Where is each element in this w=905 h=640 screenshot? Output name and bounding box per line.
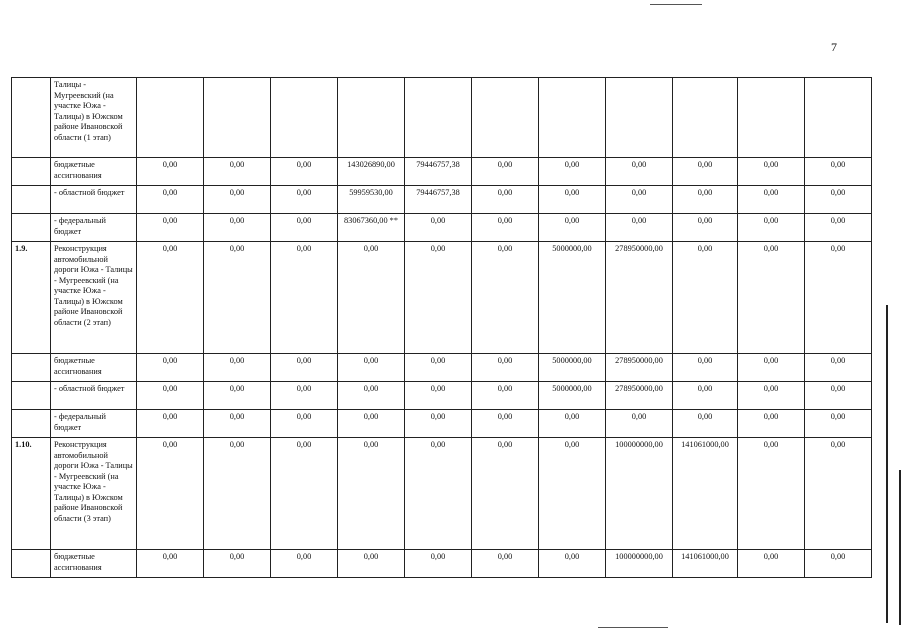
value-cell: 0,00 [204, 186, 271, 214]
value-cell: 0,00 [204, 410, 271, 438]
value-cell: 0,00 [204, 158, 271, 186]
table-body [12, 78, 872, 578]
value-cell [137, 78, 204, 158]
budget-table [11, 77, 872, 578]
row-name: - областной бюджет [51, 382, 137, 410]
row-name: Талицы - Мугреевский (на участке Южа - Талицы) в Южском районе Ивановской области (1 этап) [51, 78, 137, 158]
value-cell: 0,00 [204, 438, 271, 550]
value-cell: 0,00 [137, 550, 204, 578]
value-cell: 0,00 [738, 382, 805, 410]
value-cell: 0,00 [539, 158, 606, 186]
row-name: бюджетные ассигнования [51, 158, 137, 186]
row-name: - федеральный бюджет [51, 214, 137, 242]
value-cell: 0,00 [204, 214, 271, 242]
value-cell: 100000000,00 [606, 550, 673, 578]
value-cell: 0,00 [405, 354, 472, 382]
row-name: Реконструкция автомобильной дороги Южа - Талицы - Мугреевский (на участке Южа - Талицы) в Южском районе Ивановской области (3 этап) [51, 438, 137, 550]
value-cell: 0,00 [805, 242, 872, 354]
value-cell: 278950000,00 [606, 382, 673, 410]
value-cell: 141061000,00 [673, 438, 738, 550]
value-cell: 0,00 [738, 214, 805, 242]
value-cell: 0,00 [405, 382, 472, 410]
value-cell: 0,00 [271, 242, 338, 354]
value-cell: 0,00 [738, 550, 805, 578]
table-row [12, 550, 872, 578]
value-cell: 0,00 [805, 410, 872, 438]
value-cell: 0,00 [472, 354, 539, 382]
margin-bar-2 [899, 470, 901, 625]
value-cell: 5000000,00 [539, 382, 606, 410]
value-cell: 0,00 [606, 214, 673, 242]
table-row [12, 410, 872, 438]
row-index [12, 550, 51, 578]
row-index [12, 78, 51, 158]
value-cell: 59959530,00 [338, 186, 405, 214]
value-cell: 0,00 [137, 438, 204, 550]
value-cell [539, 78, 606, 158]
value-cell: 0,00 [472, 158, 539, 186]
value-cell: 0,00 [805, 354, 872, 382]
value-cell: 100000000,00 [606, 438, 673, 550]
value-cell: 0,00 [539, 186, 606, 214]
value-cell: 5000000,00 [539, 242, 606, 354]
value-cell: 0,00 [673, 158, 738, 186]
value-cell: 0,00 [673, 410, 738, 438]
value-cell: 0,00 [606, 410, 673, 438]
value-cell: 0,00 [271, 354, 338, 382]
row-index [12, 410, 51, 438]
value-cell: 0,00 [738, 410, 805, 438]
value-cell: 143026890,00 [338, 158, 405, 186]
table-row [12, 438, 872, 550]
page-number: 7 [831, 40, 837, 54]
footer-rule [598, 627, 668, 628]
value-cell: 0,00 [738, 438, 805, 550]
table-row [12, 242, 872, 354]
value-cell [805, 78, 872, 158]
value-cell: 0,00 [137, 214, 204, 242]
value-cell: 79446757,38 [405, 186, 472, 214]
value-cell: 0,00 [539, 410, 606, 438]
value-cell: 0,00 [738, 158, 805, 186]
value-cell: 0,00 [338, 410, 405, 438]
value-cell [271, 78, 338, 158]
header-rule [650, 4, 702, 5]
value-cell [738, 78, 805, 158]
value-cell: 0,00 [472, 214, 539, 242]
value-cell: 0,00 [137, 410, 204, 438]
value-cell [405, 78, 472, 158]
value-cell: 0,00 [204, 550, 271, 578]
value-cell: 0,00 [271, 186, 338, 214]
value-cell: 0,00 [738, 354, 805, 382]
value-cell: 0,00 [271, 214, 338, 242]
value-cell: 141061000,00 [673, 550, 738, 578]
value-cell: 0,00 [338, 438, 405, 550]
value-cell: 0,00 [405, 438, 472, 550]
row-index [12, 214, 51, 242]
value-cell: 0,00 [405, 550, 472, 578]
value-cell: 0,00 [472, 550, 539, 578]
value-cell: 83067360,00 ** [338, 214, 405, 242]
value-cell: 0,00 [204, 242, 271, 354]
value-cell [204, 78, 271, 158]
value-cell: 278950000,00 [606, 354, 673, 382]
value-cell: 0,00 [405, 242, 472, 354]
row-index: 1.10. [12, 438, 51, 550]
value-cell: 278950000,00 [606, 242, 673, 354]
value-cell: 0,00 [271, 438, 338, 550]
value-cell: 0,00 [472, 186, 539, 214]
value-cell: 0,00 [271, 410, 338, 438]
row-name: бюджетные ассигнования [51, 550, 137, 578]
value-cell [606, 78, 673, 158]
value-cell: 0,00 [472, 410, 539, 438]
row-name: бюджетные ассигнования [51, 354, 137, 382]
row-name: Реконструкция автомобильной дороги Южа - Талицы - Мугреевский (на участке Южа - Талицы) в Южском районе Ивановской области (2 этап) [51, 242, 137, 354]
value-cell: 0,00 [805, 214, 872, 242]
value-cell [472, 78, 539, 158]
table-row [12, 78, 872, 158]
value-cell: 0,00 [738, 186, 805, 214]
value-cell: 0,00 [805, 438, 872, 550]
value-cell: 0,00 [805, 158, 872, 186]
value-cell: 0,00 [805, 550, 872, 578]
value-cell: 0,00 [606, 158, 673, 186]
value-cell: 0,00 [606, 186, 673, 214]
value-cell: 0,00 [137, 186, 204, 214]
value-cell: 0,00 [539, 550, 606, 578]
value-cell: 0,00 [805, 186, 872, 214]
value-cell: 0,00 [137, 382, 204, 410]
value-cell: 0,00 [338, 354, 405, 382]
row-name: - федеральный бюджет [51, 410, 137, 438]
table-row [12, 186, 872, 214]
value-cell: 0,00 [338, 242, 405, 354]
value-cell: 0,00 [673, 186, 738, 214]
table-row [12, 158, 872, 186]
table-row [12, 214, 872, 242]
value-cell: 0,00 [137, 242, 204, 354]
value-cell: 0,00 [204, 354, 271, 382]
value-cell: 0,00 [673, 214, 738, 242]
value-cell: 0,00 [405, 410, 472, 438]
value-cell: 0,00 [338, 382, 405, 410]
value-cell: 0,00 [271, 382, 338, 410]
value-cell: 0,00 [204, 382, 271, 410]
row-index [12, 382, 51, 410]
value-cell: 0,00 [673, 242, 738, 354]
value-cell [673, 78, 738, 158]
row-name: - областной бюджет [51, 186, 137, 214]
margin-bar-1 [886, 305, 888, 623]
value-cell: 0,00 [472, 438, 539, 550]
value-cell: 0,00 [472, 382, 539, 410]
table-row [12, 354, 872, 382]
value-cell: 0,00 [673, 382, 738, 410]
row-index [12, 354, 51, 382]
value-cell: 0,00 [805, 382, 872, 410]
value-cell: 0,00 [338, 550, 405, 578]
value-cell [338, 78, 405, 158]
value-cell: 0,00 [271, 550, 338, 578]
value-cell: 0,00 [137, 354, 204, 382]
row-index [12, 158, 51, 186]
value-cell: 0,00 [271, 158, 338, 186]
table-row [12, 382, 872, 410]
row-index: 1.9. [12, 242, 51, 354]
value-cell: 5000000,00 [539, 354, 606, 382]
value-cell: 0,00 [472, 242, 539, 354]
value-cell: 0,00 [405, 214, 472, 242]
value-cell: 0,00 [673, 354, 738, 382]
value-cell: 79446757,38 [405, 158, 472, 186]
value-cell: 0,00 [539, 214, 606, 242]
value-cell: 0,00 [137, 158, 204, 186]
value-cell: 0,00 [539, 438, 606, 550]
row-index [12, 186, 51, 214]
value-cell: 0,00 [738, 242, 805, 354]
